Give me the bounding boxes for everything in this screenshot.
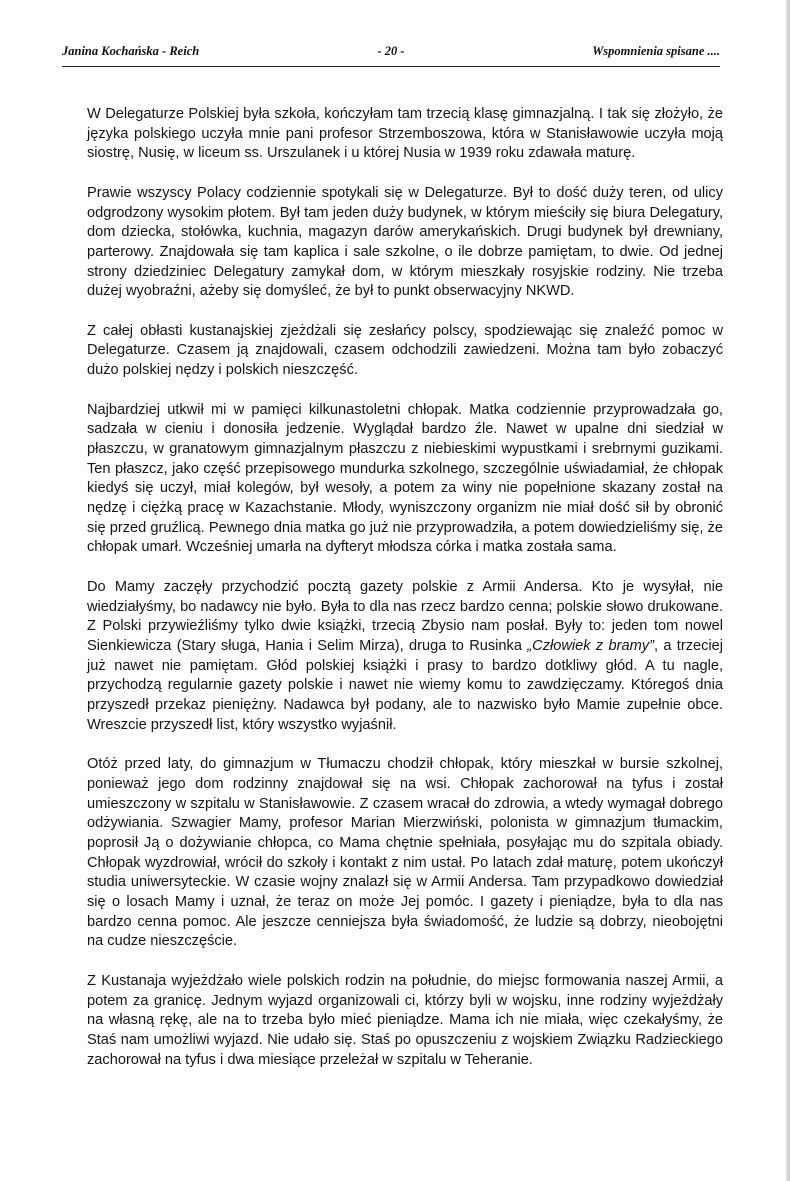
header-page-number: - 20 - [377, 44, 405, 58]
paragraph: Otóż przed laty, do gimnazjum w Tłumaczu chodził chłopak, który mieszkał w bursie szkolnej, ponieważ jego dom rodzinny znajdował się na wsi. Chłopak zachorował na tyfus i został umieszczony w szpitalu w Stanisławowie. Z czasem wracał do zdrowia, a wtedy wymagał dobrego odżywiania. Szwagier Mamy, profesor Marian Mierzwiński, polonista w gimnazjum tłumackim, poprosił Ją o dożywianie chłopca, co Mama chętnie spełniała, posyłając mu do szpitala obiady. Chłopak wyzdrowiał, wrócił do szkoły i kontakt z nim ustał. Po latach zdał maturę, potem ukończył studia uniwersyteckie. W czasie wojny znalazł się w Armii Andersa. Tam przypadkowo dowiedział się o losach Mamy i uznał, że teraz on może Jej pomóc. I gazety i pieniądze, była to dla nas bardzo cenna pomoc. Ale jeszcze cenniejsza była świadomość, że ludzie są dobrzy, nieobojętni na cudze nieszczęście. [87, 756, 723, 950]
paragraph: Prawie wszyscy Polacy codziennie spotykali się w Delegaturze. Był to dość duży teren, od ulicy odgrodzony wysokim płotem. Był tam jeden duży budynek, w którym mieściły się biura Delegatury, dom dziecka, stołówka, kuchnia, magazyn darów amerykańskich. Drugi budynek był drewniany, parterowy. Znajdowała się tam kaplica i sale szkolne, o ile dobrze pamiętam, to dwie. Od jednej strony dziedziniec Delegatury zamykał dom, w którym mieszkały rosyjskie rodziny. Nie trzeba dużej wyobraźni, ażeby się domyśleć, że był to punkt obserwacyjny NKWD. [87, 184, 723, 300]
page-header [62, 44, 720, 68]
scan-edge [786, 0, 790, 1181]
header-title: Wspomnienia spisane .... [592, 44, 720, 58]
paragraph: Z Kustanaja wyjeżdżało wiele polskich rodzin na południe, do miejsc formowania naszej Armii, a potem za granicę. Jednym wyjazd organizowali ci, którzy byli w wojsku, inne rodziny wyjeżdżały na własną rękę, ale na to trzeba było mieć pieniądze. Mama ich nie miała, więc czekałyśmy, że Staś nam umożliwi wyjazd. Nie udało się. Staś po opuszczeniu z wojskiem Związku Radzieckiego zachorował na tyfus i dwa miesiące przeleżał w szpitalu w Teheranie. [87, 972, 723, 1068]
paragraph: Z całej obłasti kustanajskiej zjeżdżali się zesłańcy polscy, spodziewając się znaleźć pomoc w Delegaturze. Czasem ją znajdowali, czasem odchodzili zawiedzeni. Można tam było zobaczyć dużo polskiej nędzy i polskich nieszczęść. [87, 322, 723, 379]
paragraph: W Delegaturze Polskiej była szkoła, kończyłam tam trzecią klasę gimnazjalną. I tak się złożyło, że języka polskiego uczyła mnie pani profesor Strzemboszowa, która w Stanisławowie uczyła moją siostrę, Nusię, w liceum ss. Urszulanek i u której Nusia w 1939 roku zdawała maturę. [87, 106, 723, 162]
paragraph [87, 578, 723, 736]
paragraph: Najbardziej utkwił mi w pamięci kilkunastoletni chłopak. Matka codziennie przyprowadzała go, sadzała w cieniu i donosiła jedzenie. Wyglądał bardzo źle. Nawet w upalne dni siedział w płaszczu, w granatowym gimnazjalnym płaszczu z niebieskimi wypustkami i srebrnymi guzikami. Ten płaszcz, jako część przepisowego mundurka szkolnego, szczególnie uświadamiał, że chłopak kiedyś się uczył, miał kolegów, był wesoły, a potem za winy nie popełnione skazany został na nędzę i ciężką pracę w Kazachstanie. Młody, wyniszczony organizm nie miał dość sił by obronić się przed gruźlicą. Pewnego dnia matka go już nie przyprowadziła, a potem dowiedzieliśmy się, że chłopak umarł. Wcześniej umarła na dyfteryt młodsza córka i matka została sama. [87, 401, 723, 556]
body-text [87, 105, 723, 1070]
header-rule [62, 66, 720, 67]
book-title: „Człowiek z bramy” [527, 637, 654, 654]
paragraph-text-before: Do Mamy zaczęły przychodzić pocztą gazety polskie z Armii Andersa. Kto je wysyłał, nie wiedziałyśmy, bo nadawcy nie było. Była to dla nas rzecz bardzo cenna; polskie słowo drukowane. Z Polski przywieźliśmy tylko dwie książki, trzecią Zbysio nam posłał. Były to: jeden tom nowel Sienkiewicza (Stary sługa, Hania i Selim Mirza), druga to Rusinka [87, 578, 723, 654]
paragraph-text-after: , a trzeciej już nawet nie pamiętam. Głód polskiej książki i prasy to bardzo dotkliwy głód. A tu nagle, przychodzą regularnie gazety polskie i nawet nie wiemy komu to zawdzięczamy. Któregoś dnia przyszedł przekaz pieniężny. Nadawca był podany, ale to nazwisko było Mamie zupełnie obce. Wreszcie przyszedł list, który wszystko wyjaśnił. [87, 637, 724, 733]
header-author: Janina Kochańska - Reich [62, 44, 200, 58]
